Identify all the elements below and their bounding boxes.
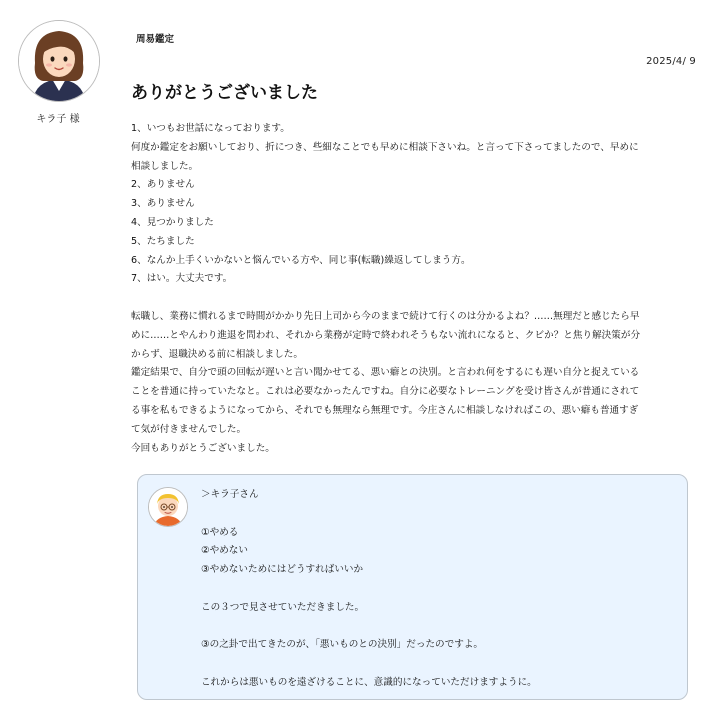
reply-line: ③の之卦で出てきたのが、「悪いものとの決別」だったのですよ。 (201, 639, 484, 651)
review-line: る事を私もできるようになってから、それでも無理なら無理です。今庄さんに相談しなければこの、悪い癖も普通すぎ (131, 404, 639, 416)
review-line: 5、たちました (131, 235, 195, 247)
review-line: 3、ありません (131, 198, 195, 210)
review-line: めに……とやんわり進退を問われ、それから業務が定時で終われそうもない流れになると、クビか？と焦り解決策が分 (131, 329, 641, 341)
reply-line: これからは悪いものを遠ざけることに、意識的になっていただけますように。 (201, 676, 537, 688)
review-line: 4、見つかりました (131, 216, 214, 228)
reply-blank-line (201, 505, 671, 524)
customer-avatar (18, 20, 100, 102)
review-line: ことを普通に持っていたなと。これは必要なかったんですね。自分に必要なトレーニングを受け皆さんが普通にされて (131, 386, 640, 398)
review-line: 2、ありません (131, 179, 195, 191)
review-line: からず、退職決める前に相談しました。 (131, 348, 303, 360)
review-line: 7、はい。大丈夫です。 (131, 273, 233, 285)
review-date: 2025/4/ 9 (646, 56, 696, 67)
review-line: 1、いつもお世話になっております。 (131, 123, 290, 134)
review-line: 何度か鑑定をお願いしており、折につき、些細なことでも早めに相談下さいね。と言って下さってましたので、早めに (131, 141, 639, 153)
review-blank-line (131, 289, 696, 308)
review-line: て気が付きませんでした。 (131, 423, 247, 435)
review-category: 周易鑑定 (136, 34, 175, 45)
reply-box (137, 474, 688, 700)
review-title: ありがとうございました (131, 83, 318, 103)
reply-line: ③やめないためにはどうすればいいか (201, 564, 364, 576)
reply-line: この３つで見させていただきました。 (201, 601, 365, 613)
reply-avatar (148, 487, 188, 527)
customer-name: キラ子 様 (36, 114, 80, 125)
reply-line: ②やめない (201, 545, 248, 557)
female-customer-avatar-icon (19, 21, 99, 101)
review-line: 相談しました。 (131, 160, 199, 172)
reply-line: ①やめる (201, 526, 239, 538)
review-line: 6、なんか上手くいかないと悩んでいる方や、同じ事(転職)繰返してしまう方。 (131, 254, 471, 266)
reply-blank-line (201, 618, 671, 637)
reply-blank-line (201, 580, 671, 599)
review-line: 転職し、業務に慣れるまで時間がかかり先日上司から今のままで続けて行くのは分かるよね？……無理だと感じたら早 (131, 310, 640, 322)
reply-text (201, 486, 671, 693)
review-line: 鑑定結果で、自分で頭の回転が遅いと言い聞かせてる、悪い癖との決別。と言われ何をするにも遅い自分と捉えている (131, 367, 640, 379)
reply-blank-line (201, 655, 671, 674)
fortune-teller-avatar-icon (149, 488, 187, 526)
review-body (131, 120, 696, 458)
reply-line: ＞キラ子さん (201, 489, 259, 500)
review-line: 今回もありがとうございました。 (131, 442, 275, 454)
